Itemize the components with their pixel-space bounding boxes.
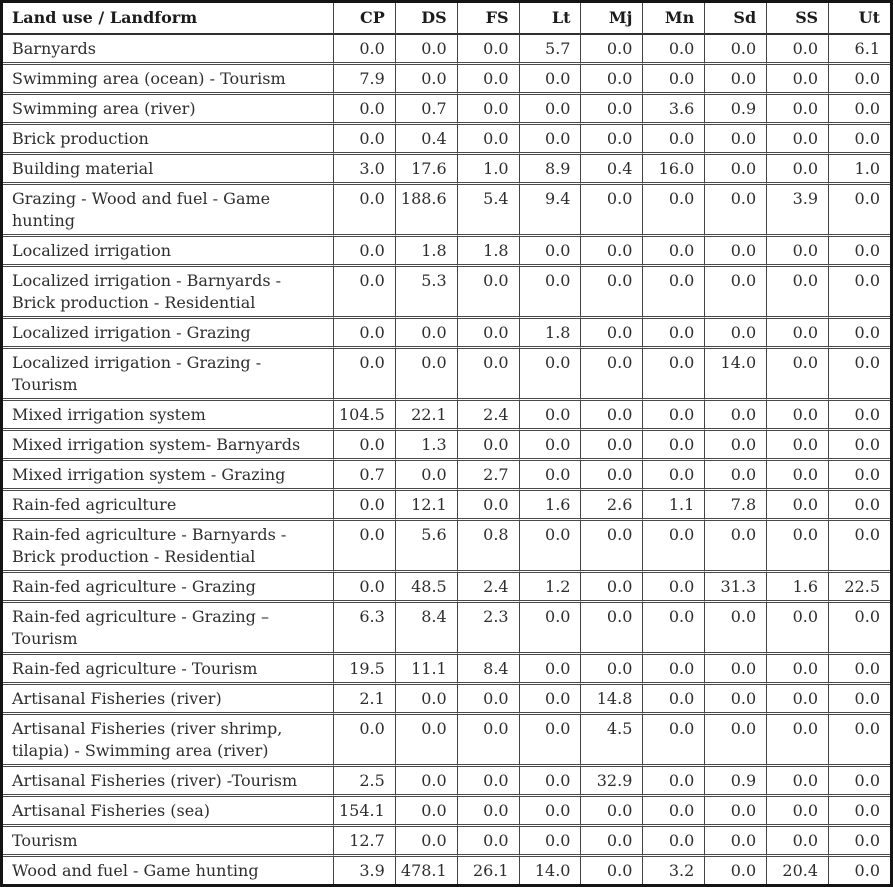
cell-value: 0.0 [642,794,704,824]
cell-value: 0.0 [333,488,395,518]
cell-value: 0.0 [828,854,890,884]
cell-value: 0.0 [333,182,395,234]
cell-value: 0.0 [704,62,766,92]
cell-value: 0.0 [580,92,642,122]
cell-value: 3.2 [642,854,704,884]
cell-value: 0.0 [395,458,457,488]
cell-value: 7.9 [333,62,395,92]
cell-value: 0.0 [642,33,704,62]
cell-value: 0.0 [766,398,828,428]
cell-value: 0.0 [395,824,457,854]
cell-value: 0.0 [704,182,766,234]
cell-value: 0.0 [828,428,890,458]
column-header-ut: Ut [828,3,890,33]
cell-value: 0.0 [828,764,890,794]
cell-value: 0.0 [766,824,828,854]
cell-value: 0.0 [457,488,519,518]
cell-value: 14.8 [580,682,642,712]
cell-value: 0.0 [519,234,581,264]
cell-value: 0.0 [642,600,704,652]
cell-value: 0.0 [580,518,642,570]
table-row [3,398,890,428]
cell-value: 0.0 [766,518,828,570]
row-label: Artisanal Fisheries (river shrimp, tilapia) - Swimming area (river) [3,712,333,764]
cell-value: 0.0 [333,33,395,62]
cell-value: 3.6 [642,92,704,122]
cell-value: 0.0 [580,182,642,234]
cell-value: 31.3 [704,570,766,600]
row-label: Rain-fed agriculture [3,488,333,518]
cell-value: 0.0 [766,488,828,518]
cell-value: 22.1 [395,398,457,428]
cell-value: 0.0 [642,682,704,712]
cell-value: 48.5 [395,570,457,600]
cell-value: 0.0 [642,458,704,488]
cell-value: 1.0 [457,152,519,182]
table-row [3,182,890,234]
cell-value: 0.0 [580,62,642,92]
cell-value: 0.0 [704,428,766,458]
cell-value: 0.0 [333,428,395,458]
cell-value: 0.0 [457,712,519,764]
cell-value: 0.0 [580,33,642,62]
cell-value: 0.0 [766,600,828,652]
cell-value: 0.0 [766,652,828,682]
cell-value: 5.7 [519,33,581,62]
table-row [3,488,890,518]
cell-value: 0.0 [642,570,704,600]
table-row [3,458,890,488]
cell-value: 0.0 [519,794,581,824]
cell-value: 0.0 [395,316,457,346]
row-label: Localized irrigation [3,234,333,264]
cell-value: 0.0 [704,316,766,346]
cell-value: 0.0 [828,488,890,518]
cell-value: 5.6 [395,518,457,570]
column-header-mj: Mj [580,3,642,33]
cell-value: 104.5 [333,398,395,428]
cell-value: 0.0 [766,62,828,92]
column-header-ds: DS [395,3,457,33]
cell-value: 0.0 [704,824,766,854]
row-label: Rain-fed agriculture - Grazing – Tourism [3,600,333,652]
cell-value: 0.0 [519,518,581,570]
cell-value: 0.0 [519,62,581,92]
cell-value: 2.6 [580,488,642,518]
row-label: Artisanal Fisheries (river) -Tourism [3,764,333,794]
cell-value: 0.0 [333,264,395,316]
row-label: Localized irrigation - Grazing [3,316,333,346]
cell-value: 12.1 [395,488,457,518]
cell-value: 0.0 [580,234,642,264]
cell-value: 0.0 [457,62,519,92]
cell-value: 0.0 [395,764,457,794]
column-header-sd: Sd [704,3,766,33]
cell-value: 0.0 [766,92,828,122]
cell-value: 0.0 [642,62,704,92]
cell-value: 2.4 [457,570,519,600]
table-row [3,682,890,712]
table-row [3,570,890,600]
cell-value: 0.0 [828,682,890,712]
cell-value: 0.0 [704,652,766,682]
cell-value: 1.8 [519,316,581,346]
cell-value: 0.0 [519,264,581,316]
cell-value: 0.0 [333,518,395,570]
cell-value: 0.0 [828,398,890,428]
cell-value: 0.0 [766,794,828,824]
cell-value: 0.0 [457,824,519,854]
cell-value: 6.1 [828,33,890,62]
table-row [3,33,890,62]
cell-value: 0.0 [519,428,581,458]
table-row [3,600,890,652]
cell-value: 0.0 [642,398,704,428]
cell-value: 14.0 [704,346,766,398]
cell-value: 0.0 [395,712,457,764]
row-label: Brick production [3,122,333,152]
cell-value: 14.0 [519,854,581,884]
row-label: Mixed irrigation system - Grazing [3,458,333,488]
cell-value: 0.0 [704,794,766,824]
row-label: Swimming area (ocean) - Tourism [3,62,333,92]
cell-value: 0.0 [519,92,581,122]
table-row [3,518,890,570]
cell-value: 0.0 [828,234,890,264]
cell-value: 0.9 [704,764,766,794]
cell-value: 4.5 [580,712,642,764]
table-row [3,824,890,854]
cell-value: 0.0 [704,264,766,316]
cell-value: 0.8 [457,518,519,570]
cell-value: 0.0 [395,794,457,824]
cell-value: 2.4 [457,398,519,428]
row-label: Artisanal Fisheries (river) [3,682,333,712]
cell-value: 1.8 [395,234,457,264]
cell-value: 1.2 [519,570,581,600]
cell-value: 0.0 [333,122,395,152]
cell-value: 0.0 [333,712,395,764]
row-label: Wood and fuel - Game hunting [3,854,333,884]
cell-value: 0.0 [457,682,519,712]
cell-value: 0.0 [519,122,581,152]
row-label: Rain-fed agriculture - Barnyards - Brick production - Residential [3,518,333,570]
cell-value: 154.1 [333,794,395,824]
cell-value: 0.0 [766,458,828,488]
cell-value: 0.0 [457,794,519,824]
cell-value: 0.0 [828,92,890,122]
cell-value: 0.0 [642,122,704,152]
row-label: Rain-fed agriculture - Grazing [3,570,333,600]
table-row [3,122,890,152]
cell-value: 0.4 [580,152,642,182]
cell-value: 0.0 [704,712,766,764]
cell-value: 0.0 [519,652,581,682]
cell-value: 0.0 [704,152,766,182]
cell-value: 2.1 [333,682,395,712]
cell-value: 0.0 [766,682,828,712]
cell-value: 32.9 [580,764,642,794]
cell-value: 0.0 [704,458,766,488]
cell-value: 0.7 [395,92,457,122]
cell-value: 0.0 [333,316,395,346]
table-row [3,264,890,316]
cell-value: 0.0 [457,428,519,458]
cell-value: 0.0 [580,428,642,458]
table-row [3,854,890,884]
cell-value: 0.0 [828,458,890,488]
cell-value: 0.0 [828,122,890,152]
cell-value: 0.0 [766,316,828,346]
column-header-land-use-landform: Land use / Landform [12,8,198,27]
cell-value: 0.0 [642,518,704,570]
row-label: Mixed irrigation system [3,398,333,428]
cell-value: 7.8 [704,488,766,518]
cell-value: 0.0 [828,264,890,316]
cell-value: 3.0 [333,152,395,182]
cell-value: 5.4 [457,182,519,234]
table-body [3,33,890,884]
cell-value: 0.0 [580,652,642,682]
column-header-cp: CP [333,3,395,33]
cell-value: 0.0 [828,346,890,398]
cell-value: 0.0 [457,122,519,152]
cell-value: 6.3 [333,600,395,652]
cell-value: 0.0 [580,316,642,346]
cell-value: 2.7 [457,458,519,488]
cell-value: 1.6 [766,570,828,600]
cell-value: 0.0 [333,234,395,264]
cell-value: 0.0 [704,234,766,264]
cell-value: 0.0 [642,652,704,682]
row-label: Tourism [3,824,333,854]
cell-value: 0.0 [457,92,519,122]
cell-value: 16.0 [642,152,704,182]
cell-value: 0.0 [704,518,766,570]
cell-value: 0.0 [766,346,828,398]
column-header-ss: SS [766,3,828,33]
cell-value: 0.0 [333,346,395,398]
table-row [3,346,890,398]
cell-value: 0.9 [704,92,766,122]
cell-value: 0.0 [828,652,890,682]
cell-value: 0.0 [333,570,395,600]
cell-value: 2.3 [457,600,519,652]
cell-value: 0.0 [519,682,581,712]
table-row [3,316,890,346]
column-header-mn: Mn [642,3,704,33]
cell-value: 19.5 [333,652,395,682]
cell-value: 0.0 [519,600,581,652]
row-label: Swimming area (river) [3,92,333,122]
cell-value: 0.0 [704,33,766,62]
cell-value: 0.0 [828,518,890,570]
row-label: Mixed irrigation system- Barnyards [3,428,333,458]
table-row [3,764,890,794]
cell-value: 0.0 [704,398,766,428]
cell-value: 0.0 [828,600,890,652]
cell-value: 0.0 [457,316,519,346]
cell-value: 0.0 [704,122,766,152]
row-label: Barnyards [3,33,333,62]
row-label: Localized irrigation - Barnyards - Brick production - Residential [3,264,333,316]
cell-value: 12.7 [333,824,395,854]
cell-value: 0.0 [642,428,704,458]
cell-value: 0.0 [395,33,457,62]
row-label: Grazing - Wood and fuel - Game hunting [3,182,333,234]
cell-value: 0.0 [828,62,890,92]
cell-value: 0.0 [580,398,642,428]
cell-value: 0.0 [828,182,890,234]
cell-value: 0.0 [580,854,642,884]
column-header-lt: Lt [519,3,581,33]
column-header-fs: FS [457,3,519,33]
table-row [3,92,890,122]
cell-value: 22.5 [828,570,890,600]
cell-value: 0.0 [642,182,704,234]
table-row [3,152,890,182]
cell-value: 11.1 [395,652,457,682]
cell-value: 0.0 [828,316,890,346]
cell-value: 3.9 [766,182,828,234]
cell-value: 8.4 [395,600,457,652]
table-row [3,652,890,682]
cell-value: 1.1 [642,488,704,518]
cell-value: 0.0 [519,712,581,764]
table-row [3,234,890,264]
cell-value: 0.0 [395,682,457,712]
cell-value: 0.0 [580,794,642,824]
cell-value: 17.6 [395,152,457,182]
cell-value: 0.0 [519,346,581,398]
header-row [3,3,890,33]
cell-value: 0.0 [333,92,395,122]
cell-value: 0.0 [580,600,642,652]
cell-value: 20.4 [766,854,828,884]
cell-value: 0.0 [766,764,828,794]
row-label: Localized irrigation - Grazing - Tourism [3,346,333,398]
cell-value: 0.0 [519,824,581,854]
table-row [3,712,890,764]
cell-value: 1.8 [457,234,519,264]
cell-value: 0.0 [828,824,890,854]
cell-value: 0.0 [580,570,642,600]
cell-value: 0.0 [395,346,457,398]
cell-value: 0.0 [766,152,828,182]
cell-value: 0.0 [704,682,766,712]
cell-value: 0.0 [457,33,519,62]
cell-value: 0.0 [766,33,828,62]
cell-value: 9.4 [519,182,581,234]
cell-value: 0.0 [642,346,704,398]
cell-value: 8.4 [457,652,519,682]
cell-value: 0.0 [519,458,581,488]
cell-value: 0.0 [580,458,642,488]
cell-value: 188.6 [395,182,457,234]
cell-value: 0.0 [395,62,457,92]
cell-value: 26.1 [457,854,519,884]
cell-value: 1.6 [519,488,581,518]
cell-value: 0.0 [642,824,704,854]
cell-value: 0.0 [766,428,828,458]
cell-value: 0.7 [333,458,395,488]
cell-value: 0.0 [766,264,828,316]
table-row [3,794,890,824]
cell-value: 0.0 [580,824,642,854]
cell-value: 0.0 [457,346,519,398]
cell-value: 0.0 [642,264,704,316]
cell-value: 0.0 [457,764,519,794]
cell-value: 0.0 [766,234,828,264]
cell-value: 0.0 [580,122,642,152]
cell-value: 0.0 [704,854,766,884]
cell-value: 0.0 [642,712,704,764]
table-row [3,428,890,458]
table-row [3,62,890,92]
cell-value: 0.0 [766,122,828,152]
cell-value: 3.9 [333,854,395,884]
cell-value: 1.0 [828,152,890,182]
cell-value: 0.0 [642,234,704,264]
cell-value: 5.3 [395,264,457,316]
cell-value: 0.0 [642,316,704,346]
row-label: Artisanal Fisheries (sea) [3,794,333,824]
cell-value: 0.0 [642,764,704,794]
cell-value: 0.0 [828,712,890,764]
cell-value: 0.4 [395,122,457,152]
cell-value: 8.9 [519,152,581,182]
cell-value: 0.0 [519,398,581,428]
cell-value: 0.0 [519,764,581,794]
cell-value: 2.5 [333,764,395,794]
row-label: Building material [3,152,333,182]
cell-value: 478.1 [395,854,457,884]
cell-value: 1.3 [395,428,457,458]
cell-value: 0.0 [704,600,766,652]
cell-value: 0.0 [580,264,642,316]
row-label: Rain-fed agriculture - Tourism [3,652,333,682]
cell-value: 0.0 [457,264,519,316]
cell-value: 0.0 [828,794,890,824]
cell-value: 0.0 [580,346,642,398]
cell-value: 0.0 [766,712,828,764]
